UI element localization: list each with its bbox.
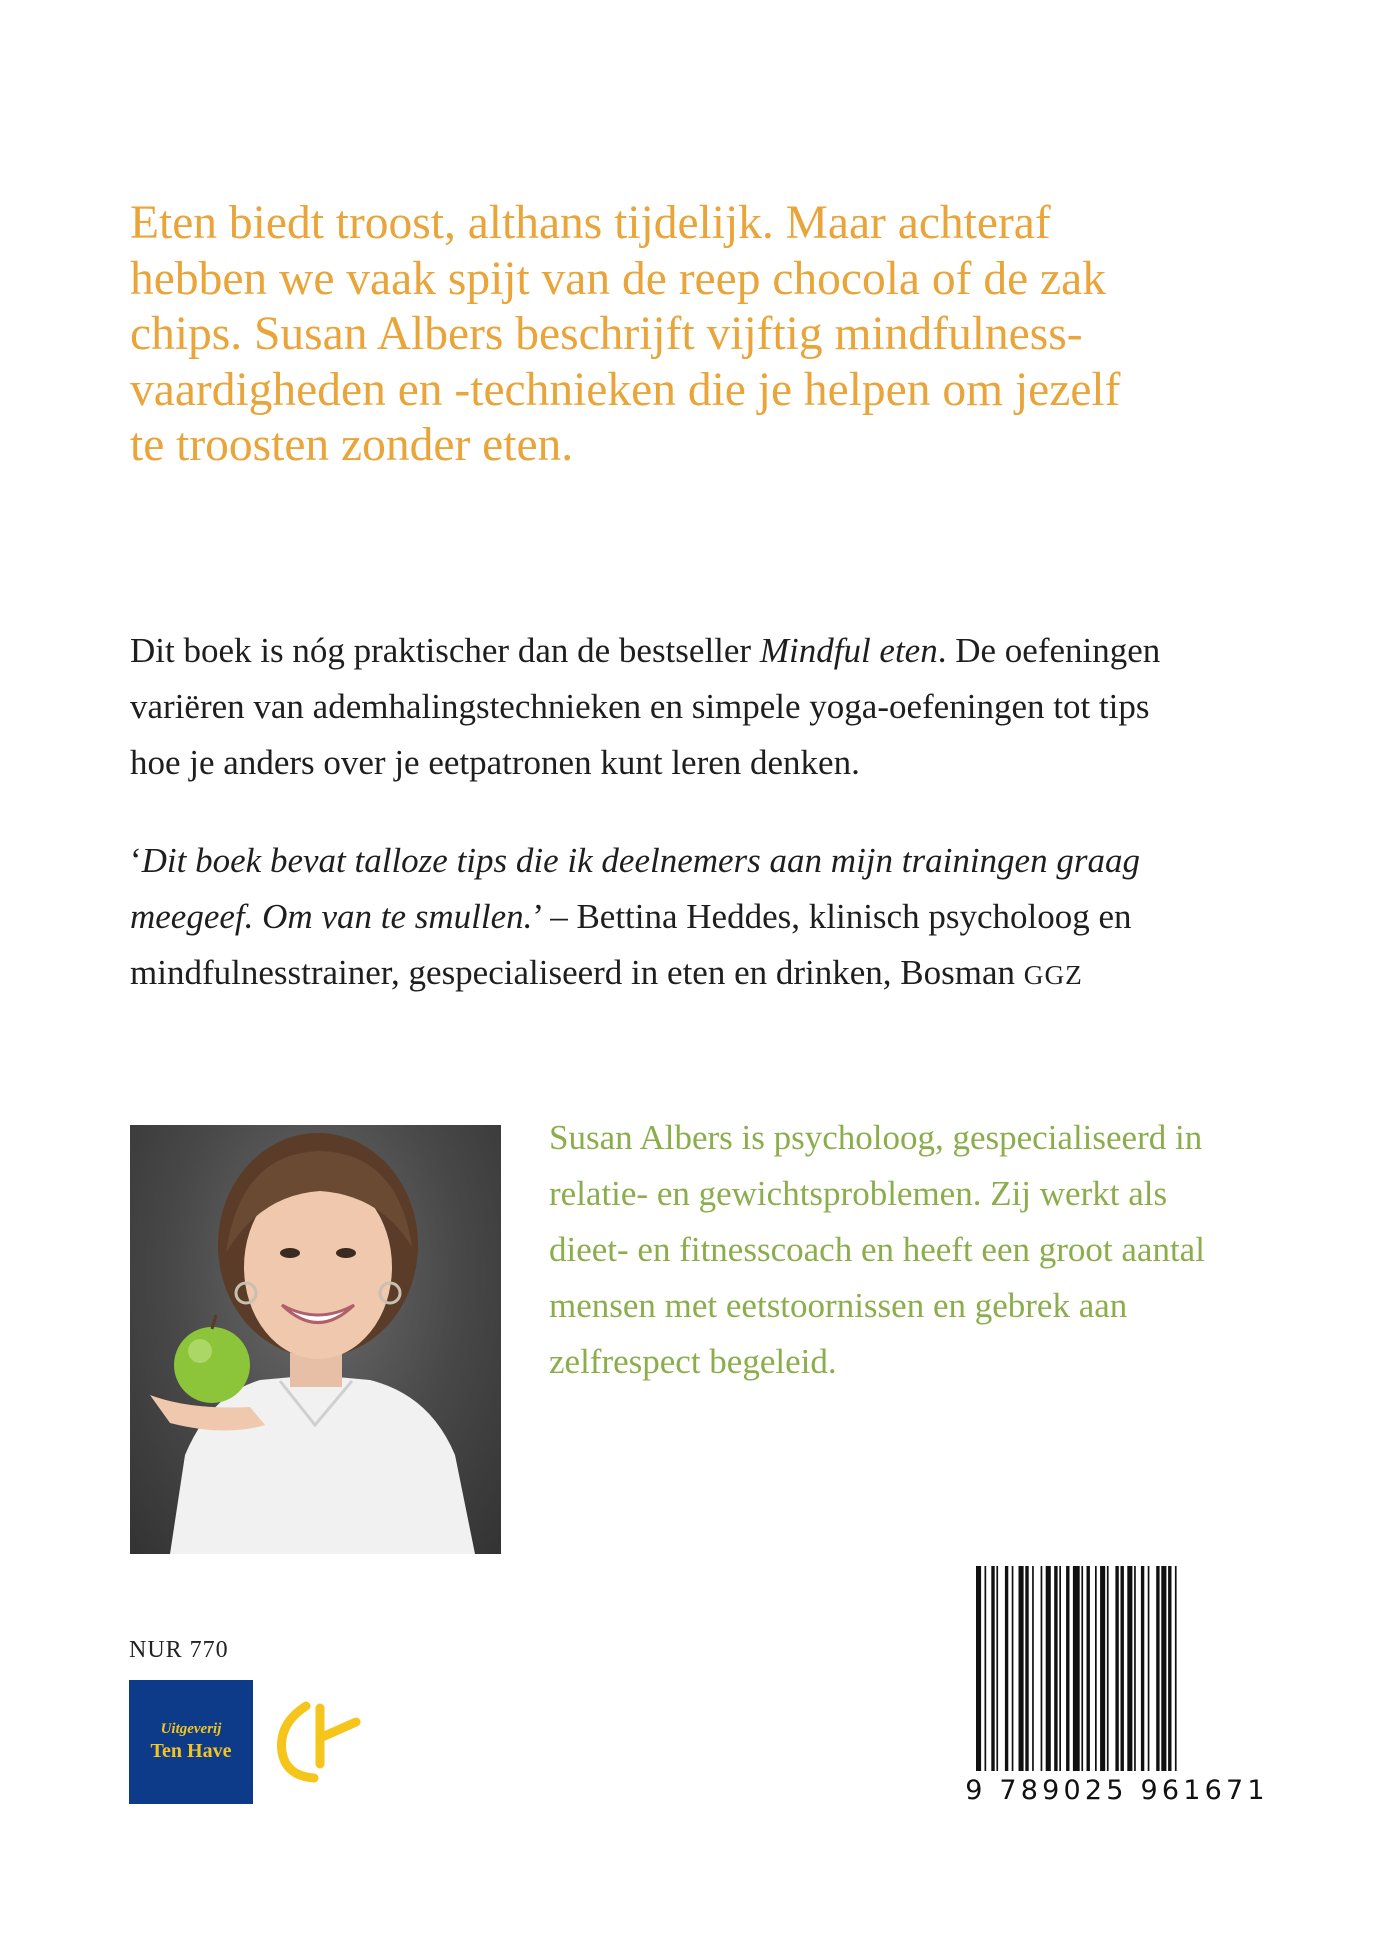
blurb-line: hebben we vaak spijt van de reep chocola of de zak	[130, 252, 1106, 305]
quote-line	[130, 945, 1310, 1003]
organization-abbr: GGZ	[1023, 960, 1083, 990]
quote-line	[130, 889, 1310, 945]
blurb-line: chips. Susan Albers beschrijft vijftig mindfulness-	[130, 308, 1083, 360]
cover-blurb	[130, 196, 1280, 474]
bio-line: mensen met eetstoornissen en gebrek aan	[549, 1286, 1128, 1325]
author-photo	[130, 1125, 501, 1554]
quote-text: meegeef. Om van te smullen.	[130, 897, 533, 936]
endorsement-quote	[130, 833, 1310, 1003]
quote-mark: ’	[532, 897, 542, 936]
description-line: variëren van ademhalingstechnieken en simpele yoga-oefeningen tot tips	[130, 687, 1150, 726]
quote-attribution: mindfulnesstrainer, gespecialiseerd in eten en drinken, Bosman	[130, 953, 1024, 992]
bio-line: zelfrespect begeleid.	[549, 1342, 837, 1381]
nur-code: NUR 770	[129, 1637, 229, 1663]
blurb-line: te troosten zonder eten.	[130, 419, 574, 471]
description-text: Dit boek is nóg praktischer dan de bestseller	[130, 631, 760, 670]
book-title-reference: Mindful eten	[759, 631, 938, 670]
description-line	[130, 623, 1310, 679]
publisher-logo	[129, 1680, 253, 1804]
quote-line	[130, 833, 1310, 889]
bio-line: dieet- en fitnesscoach en heeft een groot aantal	[549, 1230, 1205, 1269]
isbn-number: 9 789025 961671	[965, 1775, 1269, 1806]
blurb-line: Eten biedt troost, althans tijdelijk. Maar achteraf	[130, 197, 1051, 249]
quote-attribution: – Bettina Heddes, klinisch psycholoog en	[541, 897, 1132, 936]
description-line: hoe je anders over je eetpatronen kunt leren denken.	[130, 743, 860, 782]
author-bio	[549, 1110, 1299, 1390]
author-portrait-illustration	[130, 1125, 501, 1554]
description-text: . De oefeningen	[937, 631, 1161, 670]
description-paragraph	[130, 623, 1310, 791]
blurb-line: vaardigheden en -technieken die je helpen om jezelf	[130, 363, 1121, 416]
publisher-logo-line: Uitgeverij	[160, 1721, 222, 1737]
quote-mark: ‘	[130, 841, 142, 880]
bio-line: relatie- en gewichtsproblemen. Zij werkt als	[549, 1174, 1168, 1213]
ten-have-h-icon	[272, 1698, 362, 1789]
publisher-logo-name: Ten Have	[150, 1740, 232, 1762]
barcode-bars-icon	[976, 1566, 1280, 1771]
quote-text: Dit boek bevat talloze tips die ik deelnemers aan mijn trainingen graag	[141, 841, 1140, 880]
isbn-barcode	[976, 1566, 1280, 1776]
bio-line: Susan Albers is psycholoog, gespecialiseerd in	[549, 1118, 1203, 1157]
